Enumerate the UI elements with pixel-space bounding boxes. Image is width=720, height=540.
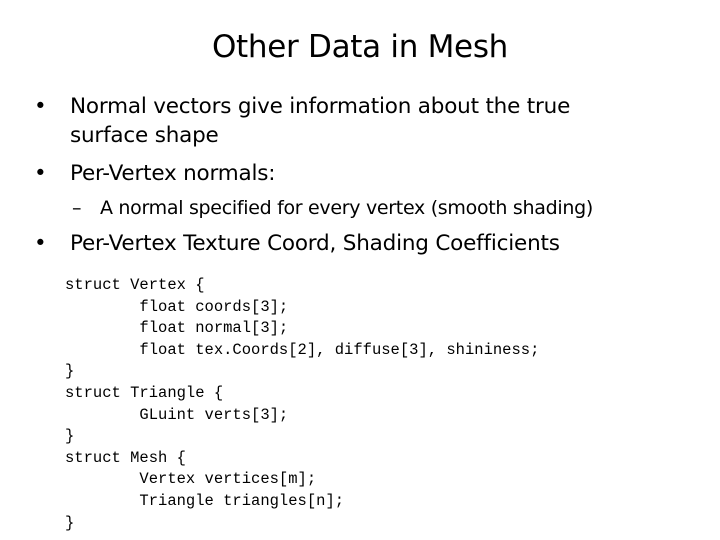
- sub-bullet-marker: –: [72, 197, 82, 219]
- code-line: Vertex vertices[m];: [65, 470, 317, 489]
- bullet-line: Per-Vertex Texture Coord, Shading Coefficients: [70, 231, 560, 256]
- code-line: struct Vertex {: [65, 276, 205, 294]
- bullet-text: [70, 159, 680, 188]
- code-line: struct Mesh {: [65, 448, 186, 467]
- code-line: GLuint verts[3];: [65, 405, 289, 424]
- code-line: }: [65, 513, 75, 532]
- bullet-text: [70, 229, 680, 258]
- code-line: float tex.Coords[2], diffuse[3], shininess;: [65, 340, 540, 359]
- code-line: float coords[3];: [65, 297, 289, 316]
- code-line: }: [65, 362, 75, 381]
- bullet-line: surface shape: [70, 123, 219, 148]
- code-line: float normal[3];: [65, 319, 289, 338]
- bullet-marker: •: [34, 161, 47, 186]
- code-line: }: [65, 427, 75, 446]
- bullet-line: Per-Vertex normals:: [70, 161, 276, 186]
- code-block: [65, 275, 539, 534]
- bullet-marker: •: [34, 94, 47, 119]
- sub-bullet-text: A normal specified for every vertex (smooth shading): [100, 197, 593, 219]
- bullet-line: Normal vectors give information about the true: [70, 94, 571, 119]
- slide-title: Other Data in Mesh: [211, 29, 509, 65]
- code-line: Triangle triangles[n];: [65, 491, 345, 510]
- bullet-marker: •: [34, 231, 47, 256]
- code-line: struct Triangle {: [65, 383, 224, 402]
- bullet-text: [70, 92, 680, 150]
